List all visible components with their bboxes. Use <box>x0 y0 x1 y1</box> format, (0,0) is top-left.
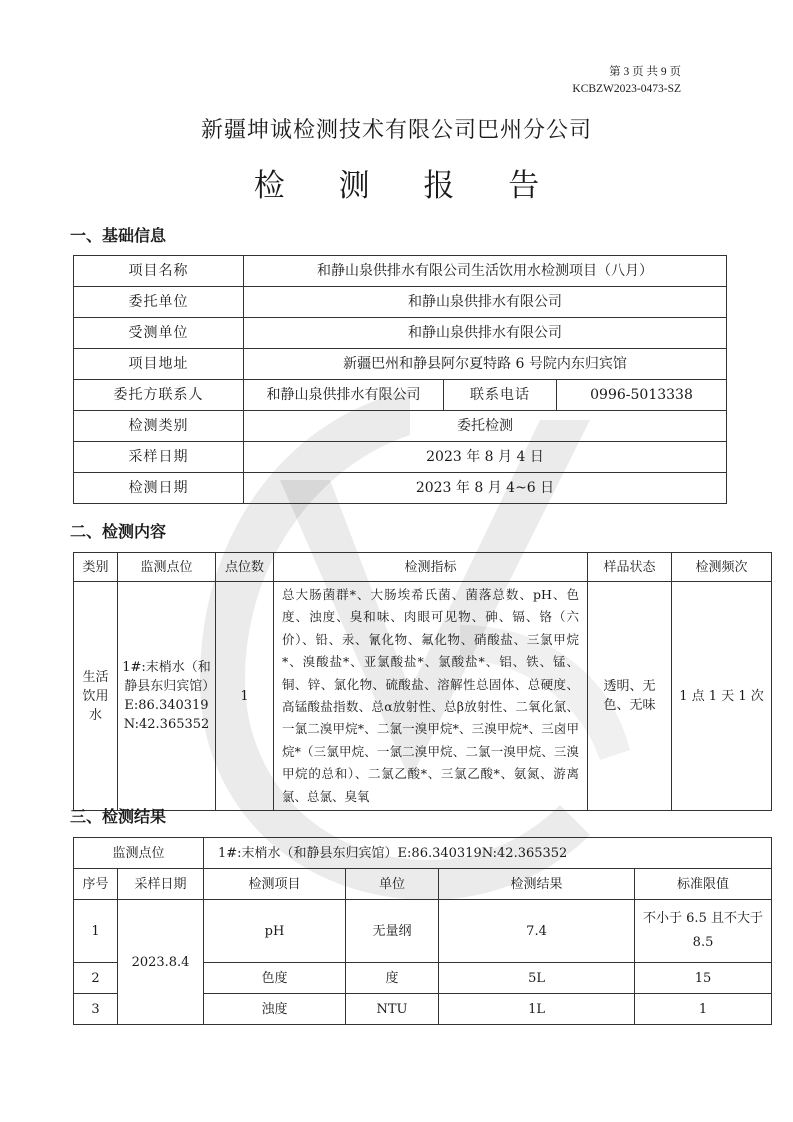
test-results-table <box>73 837 772 1025</box>
table-row <box>74 349 727 380</box>
contact-label: 委托方联系人 <box>74 380 244 411</box>
phone-value: 0996-5013338 <box>557 380 727 411</box>
table-row <box>74 256 727 287</box>
row-item: 浊度 <box>204 994 346 1025</box>
header-item: 检测项目 <box>204 869 346 900</box>
row-item: 色度 <box>204 963 346 994</box>
results-point-label: 监测点位 <box>74 838 204 869</box>
row-no: 3 <box>74 994 118 1025</box>
row-result: 1L <box>439 994 635 1025</box>
row-limit: 15 <box>635 963 772 994</box>
content-sample-state: 透明、无色、无味 <box>588 582 672 811</box>
header-indices: 检测指标 <box>274 553 588 582</box>
report-title: 检 测 报 告 <box>253 168 562 204</box>
sampling-date-label: 采样日期 <box>74 442 244 473</box>
header-limit: 标准限值 <box>635 869 772 900</box>
row-no: 2 <box>74 963 118 994</box>
row-unit: 度 <box>346 963 439 994</box>
content-count: 1 <box>216 582 274 811</box>
header-date: 采样日期 <box>118 869 204 900</box>
contact-value: 和静山泉供排水有限公司 <box>244 380 444 411</box>
test-content-table <box>73 552 772 811</box>
tested-value: 和静山泉供排水有限公司 <box>244 318 727 349</box>
test-date-label: 检测日期 <box>74 473 244 504</box>
results-point-row <box>74 838 772 869</box>
client-value: 和静山泉供排水有限公司 <box>244 287 727 318</box>
header-result: 检测结果 <box>439 869 635 900</box>
row-limit: 不小于 6.5 且不大于 8.5 <box>635 900 772 963</box>
table-header-row <box>74 869 772 900</box>
table-row <box>74 287 727 318</box>
test-date-value: 2023 年 8 月 4~6 日 <box>244 473 727 504</box>
table-row <box>74 380 727 411</box>
tested-label: 受测单位 <box>74 318 244 349</box>
basic-info-table <box>73 255 727 504</box>
table-header-row <box>74 553 772 582</box>
row-unit: NTU <box>346 994 439 1025</box>
table-row <box>74 582 772 811</box>
row-unit: 无量纲 <box>346 900 439 963</box>
client-label: 委托单位 <box>74 287 244 318</box>
content-category: 生活饮用水 <box>74 582 118 811</box>
page-number: 第 3 页 共 9 页 <box>609 66 681 78</box>
page-info <box>572 64 681 98</box>
section-content-heading: 二、检测内容 <box>70 522 167 541</box>
address-label: 项目地址 <box>74 349 244 380</box>
table-row <box>74 411 727 442</box>
address-value: 新疆巴州和静县阿尔夏特路 6 号院内东归宾馆 <box>244 349 727 380</box>
content-point: 1#:末梢水（和静县东归宾馆）E:86.340319 N:42.365352 <box>118 582 216 811</box>
header-point: 监测点位 <box>118 553 216 582</box>
project-name-value: 和静山泉供排水有限公司生活饮用水检测项目（八月） <box>244 256 727 287</box>
header-sample-state: 样品状态 <box>588 553 672 582</box>
category-value: 委托检测 <box>244 411 727 442</box>
header-unit: 单位 <box>346 869 439 900</box>
section-results-heading: 三、检测结果 <box>70 807 167 826</box>
content-indices: 总大肠菌群*、大肠埃希氏菌、菌落总数、pH、色度、浊度、臭和味、肉眼可见物、砷、镉、铬（六价）、铅、汞、氰化物、氟化物、硝酸盐、三氯甲烷*、溴酸盐*、亚氯酸盐*、氯酸盐*、铝、铁、锰、铜、锌、氯化物、硫酸盐、溶解性总固体、总硬度、高锰酸盐指数、总α放射性、总β放射性、二氧化氯、一氯二溴甲烷*、二氯一溴甲烷*、三溴甲烷*、三卤甲烷*（三氯甲烷、一氯二溴甲烷、二氯一溴甲烷、三溴甲烷的总和）、二氯乙酸*、三氯乙酸*、氨氮、游离氯、总氯、臭氧 <box>274 582 588 811</box>
row-no: 1 <box>74 900 118 963</box>
content-frequency: 1 点 1 天 1 次 <box>672 582 772 811</box>
results-point-value: 1#:末梢水（和静县东归宾馆）E:86.340319N:42.365352 <box>204 838 772 869</box>
header-no: 序号 <box>74 869 118 900</box>
row-result: 7.4 <box>439 900 635 963</box>
company-name: 新疆坤诚检测技术有限公司巴州分公司 <box>200 118 592 143</box>
category-label: 检测类别 <box>74 411 244 442</box>
table-row <box>74 473 727 504</box>
table-row <box>74 900 772 963</box>
section-basic-heading: 一、基础信息 <box>70 226 167 245</box>
row-item: pH <box>204 900 346 963</box>
row-limit: 1 <box>635 994 772 1025</box>
row-date: 2023.8.4 <box>118 900 204 1025</box>
table-row <box>74 318 727 349</box>
row-result: 5L <box>439 963 635 994</box>
project-name-label: 项目名称 <box>74 256 244 287</box>
report-code: KCBZW2023-0473-SZ <box>572 83 681 95</box>
header-frequency: 检测频次 <box>672 553 772 582</box>
phone-label: 联系电话 <box>444 380 557 411</box>
header-count: 点位数 <box>216 553 274 582</box>
table-row <box>74 442 727 473</box>
header-category: 类别 <box>74 553 118 582</box>
sampling-date-value: 2023 年 8 月 4 日 <box>244 442 727 473</box>
